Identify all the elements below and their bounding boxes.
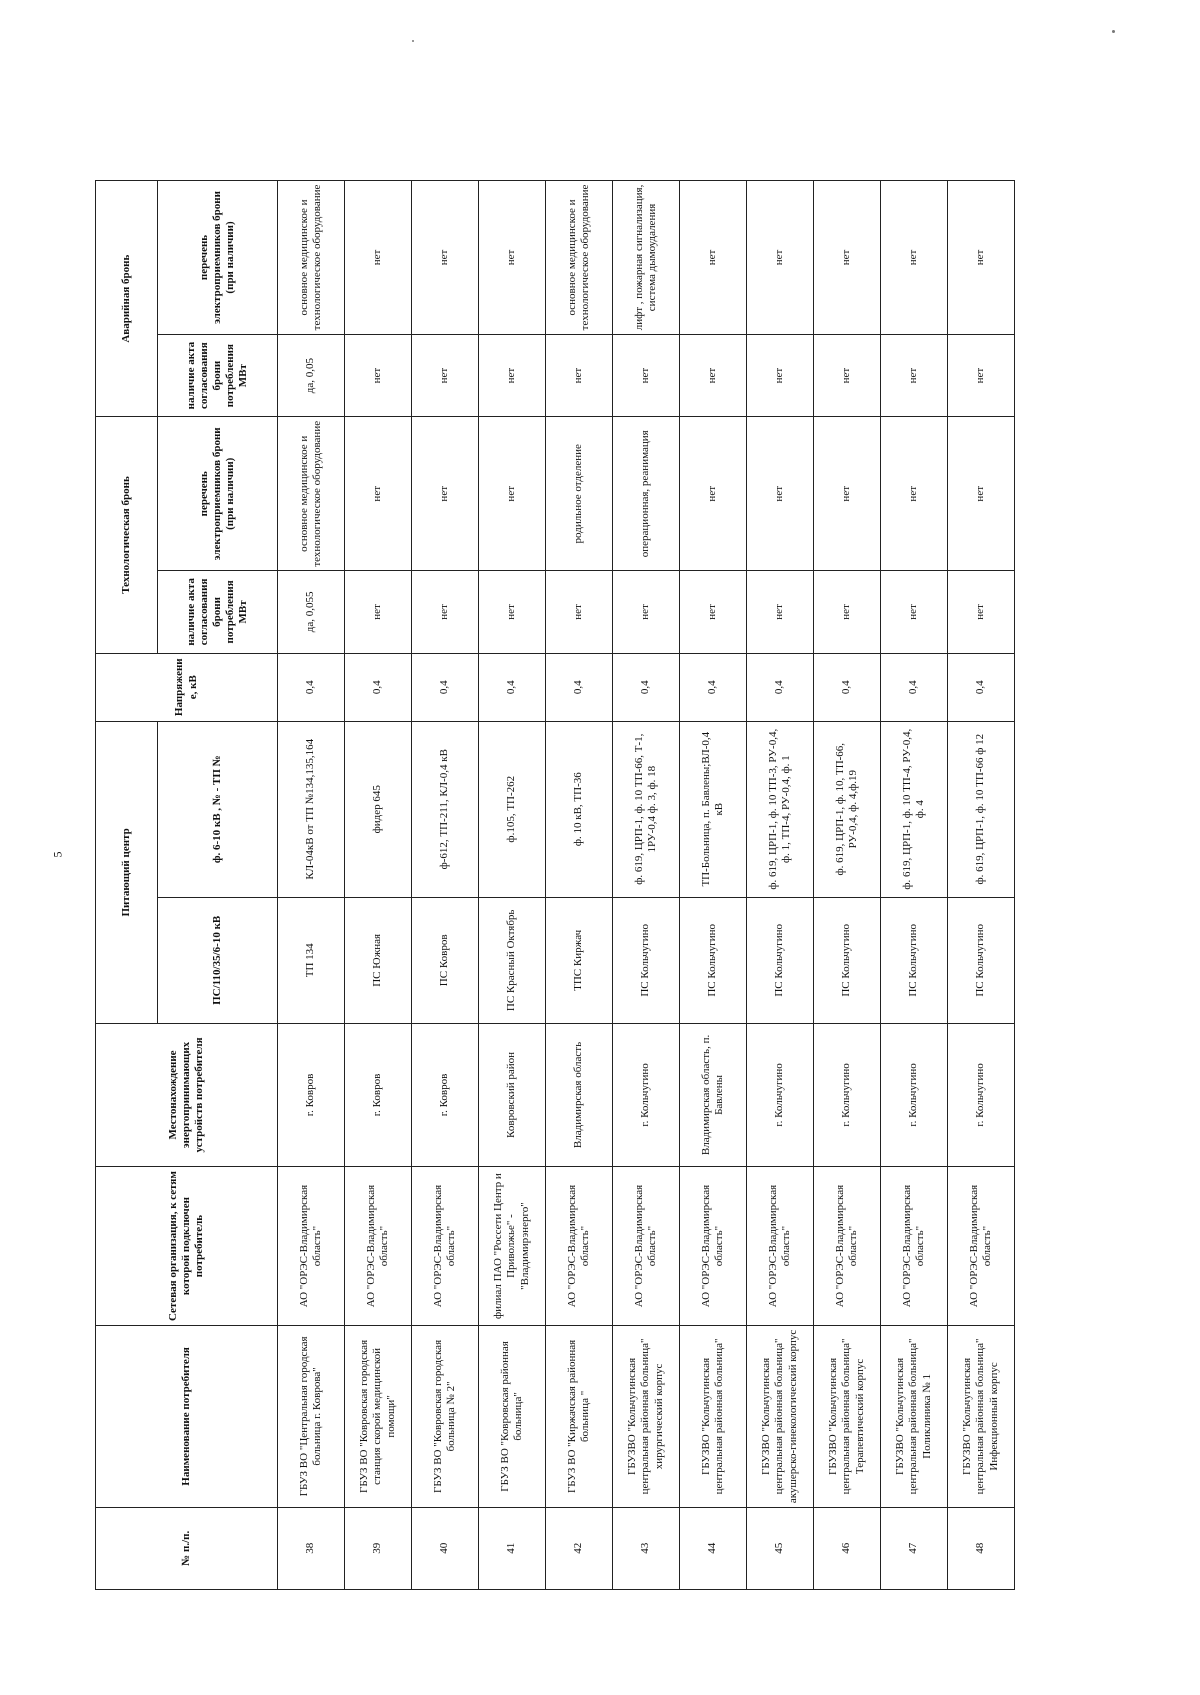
cell-network-org: АО "ОРЭС-Владимирская область" [278, 1166, 345, 1325]
cell-tech-list: нет [948, 417, 1015, 571]
cell-location: г. Кольчугино [613, 1024, 680, 1167]
cell-row-number: 41 [479, 1507, 546, 1589]
table-row [680, 181, 747, 1590]
cell-consumer-name: ГБУЗВО "Кольчугинская центральная районная больница" [680, 1326, 747, 1507]
header-row-1 [96, 181, 158, 1590]
cell-consumer-name: ГБУЗ ВО "Киржачская районная больница " [546, 1326, 613, 1507]
cell-consumer-name: ГБУЗ ВО "Ковровская городская станция скорой медицинской помощи" [345, 1326, 412, 1507]
cell-emergency-act: нет [546, 334, 613, 416]
cell-emergency-act: нет [881, 334, 948, 416]
cell-emergency-list: основное медицинское и технологическое оборудование [278, 181, 345, 335]
cell-tech-act: нет [613, 571, 680, 653]
cell-voltage: 0,4 [680, 653, 747, 721]
cell-emergency-list: нет [412, 181, 479, 335]
cell-emergency-act: нет [680, 334, 747, 416]
cell-consumer-name: ГБУЗВО "Кольчугинская центральная районная больница" акушерско-гинекологический корпус [747, 1326, 814, 1507]
cell-voltage: 0,4 [278, 653, 345, 721]
cell-network-org: АО "ОРЭС-Владимирская область" [345, 1166, 412, 1325]
cell-tech-list: нет [747, 417, 814, 571]
cell-voltage: 0,4 [613, 653, 680, 721]
cell-consumer-name: ГБУЗВО "Кольчугинская центральная районная больница" Инфекционный корпус [948, 1326, 1015, 1507]
cell-feeder: ф. 619, ЦРП-1, ф. 10 ТП-66 ф 12 [948, 721, 1015, 897]
cell-feeder: ф. 619, ЦРП-1, ф. 10 ТП-3, РУ-0,4, ф. 1, ТП-4, РУ-0,4, ф. 1 [747, 721, 814, 897]
header-feeder: ф. 6-10 кВ , № - ТП № [158, 721, 278, 897]
cell-emergency-list: лифт , пожарная сигнализация, система дымоудаления [613, 181, 680, 335]
cell-network-org: АО "ОРЭС-Владимирская область" [680, 1166, 747, 1325]
cell-consumer-name: ГБУЗВО "Кольчугинская центральная районная больница" Поликлиника № 1 [881, 1326, 948, 1507]
cell-consumer-name: ГБУЗВО "Кольчугинская центральная районная больница" Терапевтический корпус [814, 1326, 881, 1507]
header-tech-act: наличие акта согласования брони потребления МВт [158, 571, 278, 653]
cell-row-number: 44 [680, 1507, 747, 1589]
cell-location: г. Ковров [278, 1024, 345, 1167]
cell-substation: ПС Кольчугино [814, 897, 881, 1023]
cell-voltage: 0,4 [814, 653, 881, 721]
table-row [747, 181, 814, 1590]
table-body [278, 181, 1015, 1590]
cell-emergency-act: нет [412, 334, 479, 416]
cell-emergency-list: нет [814, 181, 881, 335]
header-tech-list: перечень электроприемников брони (при наличии) [158, 417, 278, 571]
cell-emergency-list: нет [881, 181, 948, 335]
cell-feeder: ф.105, ТП-262 [479, 721, 546, 897]
cell-substation: ПС Красный Октябрь [479, 897, 546, 1023]
cell-feeder: ф. 619, ЦРП-1, ф. 10 ТП-4, РУ-0,4, ф. 4 [881, 721, 948, 897]
cell-voltage: 0,4 [546, 653, 613, 721]
cell-row-number: 48 [948, 1507, 1015, 1589]
cell-substation: ПС Кольчугино [613, 897, 680, 1023]
table-row [814, 181, 881, 1590]
cell-location: г. Кольчугино [948, 1024, 1015, 1167]
header-emergency-list: перечень электроприемников брони (при наличии) [158, 181, 278, 335]
cell-voltage: 0,4 [345, 653, 412, 721]
cell-tech-act: нет [680, 571, 747, 653]
cell-tech-act: нет [881, 571, 948, 653]
header-emergency-reserve: Аварийная бронь [96, 181, 158, 417]
cell-feeder: ф. 10 кВ, ТП-36 [546, 721, 613, 897]
cell-tech-list: нет [881, 417, 948, 571]
cell-row-number: 42 [546, 1507, 613, 1589]
cell-voltage: 0,4 [747, 653, 814, 721]
cell-tech-act: нет [747, 571, 814, 653]
cell-location: г. Кольчугино [881, 1024, 948, 1167]
cell-network-org: АО "ОРЭС-Владимирская область" [613, 1166, 680, 1325]
cell-feeder: фидер 645 [345, 721, 412, 897]
cell-consumer-name: ГБУЗВО "Кольчугинская центральная районная больница" хирургический корпус [613, 1326, 680, 1507]
cell-feeder: ф. 619, ЦРП-1, ф. 10, ТП-66, РУ-0,4, ф. 4,ф.19 [814, 721, 881, 897]
cell-row-number: 39 [345, 1507, 412, 1589]
cell-consumer-name: ГБУЗ ВО "Центральная городская больница г. Коврова" [278, 1326, 345, 1507]
cell-substation: ПС Кольчугино [881, 897, 948, 1023]
header-tech-reserve: Технологическая бронь [96, 417, 158, 653]
reserve-table [95, 180, 1015, 1590]
cell-consumer-name: ГБУЗ ВО "Ковровская районная больница" [479, 1326, 546, 1507]
cell-tech-act: нет [479, 571, 546, 653]
cell-emergency-act: да, 0,05 [278, 334, 345, 416]
cell-tech-list: операционная, реанимация [613, 417, 680, 571]
cell-network-org: АО "ОРЭС-Владимирская область" [948, 1166, 1015, 1325]
header-location: Местонахождение энергопринимающих устройств потребителя [96, 1024, 278, 1167]
cell-emergency-list: основное медицинское и технологическое оборудование [546, 181, 613, 335]
cell-voltage: 0,4 [948, 653, 1015, 721]
cell-row-number: 40 [412, 1507, 479, 1589]
cell-consumer-name: ГБУЗ ВО "Ковровская городская больница № 2" [412, 1326, 479, 1507]
cell-tech-list: основное медицинское и технологическое оборудование [278, 417, 345, 571]
cell-row-number: 43 [613, 1507, 680, 1589]
header-emergency-act: наличие акта согласования брони потребления МВт [158, 334, 278, 416]
cell-network-org: АО "ОРЭС-Владимирская область" [814, 1166, 881, 1325]
cell-tech-list: нет [680, 417, 747, 571]
cell-location: Ковровский район [479, 1024, 546, 1167]
cell-row-number: 38 [278, 1507, 345, 1589]
cell-network-org: АО "ОРЭС-Владимирская область" [747, 1166, 814, 1325]
cell-emergency-act: нет [814, 334, 881, 416]
cell-feeder: ф-612, ТП-211, КЛ-0,4 кВ [412, 721, 479, 897]
cell-emergency-act: нет [479, 334, 546, 416]
cell-emergency-list: нет [345, 181, 412, 335]
header-num: № п./п. [96, 1507, 278, 1589]
cell-tech-list: нет [412, 417, 479, 571]
cell-feeder: ф. 619, ЦРП-1, ф. 10 ТП-66, Т-1, 1РУ-0,4 ф. 3, ф. 18 [613, 721, 680, 897]
cell-tech-act: нет [814, 571, 881, 653]
header-substation: ПС/110/35/6-10 кВ [158, 897, 278, 1023]
cell-voltage: 0,4 [412, 653, 479, 721]
cell-emergency-list: нет [747, 181, 814, 335]
table-row [546, 181, 613, 1590]
cell-row-number: 47 [881, 1507, 948, 1589]
cell-row-number: 46 [814, 1507, 881, 1589]
header-power-center: Питающий центр [96, 721, 158, 1023]
cell-tech-list: нет [479, 417, 546, 571]
header-voltage: Напряжение, кВ [96, 653, 278, 721]
cell-substation: ПС Южная [345, 897, 412, 1023]
cell-substation: ТП 134 [278, 897, 345, 1023]
cell-emergency-act: нет [345, 334, 412, 416]
cell-feeder: КЛ-04кВ от ТП №134,135,164 [278, 721, 345, 897]
scan-speck [412, 40, 414, 42]
rotated-table-container [95, 180, 1015, 1590]
cell-tech-act: да, 0,055 [278, 571, 345, 653]
table-row [345, 181, 412, 1590]
cell-emergency-list: нет [479, 181, 546, 335]
cell-voltage: 0,4 [479, 653, 546, 721]
cell-location: г. Кольчугино [814, 1024, 881, 1167]
cell-feeder: ТП-Больница, п. Бавлены;ВЛ-0,4 кВ [680, 721, 747, 897]
cell-tech-list: родильное отделение [546, 417, 613, 571]
table-row [881, 181, 948, 1590]
cell-substation: ПС Кольчугино [948, 897, 1015, 1023]
cell-emergency-act: нет [747, 334, 814, 416]
cell-tech-list: нет [814, 417, 881, 571]
cell-network-org: АО "ОРЭС-Владимирская область" [881, 1166, 948, 1325]
cell-substation: ТПС Киржач [546, 897, 613, 1023]
cell-location: Владимирская область [546, 1024, 613, 1167]
cell-tech-act: нет [948, 571, 1015, 653]
table-row [278, 181, 345, 1590]
cell-network-org: АО "ОРЭС-Владимирская область" [412, 1166, 479, 1325]
cell-row-number: 45 [747, 1507, 814, 1589]
table-row [479, 181, 546, 1590]
cell-tech-list: нет [345, 417, 412, 571]
cell-emergency-act: нет [613, 334, 680, 416]
cell-tech-act: нет [412, 571, 479, 653]
cell-emergency-list: нет [948, 181, 1015, 335]
cell-location: г. Ковров [345, 1024, 412, 1167]
scan-speck [1112, 30, 1115, 33]
cell-tech-act: нет [345, 571, 412, 653]
table-row [412, 181, 479, 1590]
header-network-org: Сетевая организация, к сетям которой подключен потребитель [96, 1166, 278, 1325]
cell-network-org: АО "ОРЭС-Владимирская область" [546, 1166, 613, 1325]
cell-substation: ПС Кольчугино [747, 897, 814, 1023]
cell-emergency-list: нет [680, 181, 747, 335]
table-row [613, 181, 680, 1590]
cell-location: г. Ковров [412, 1024, 479, 1167]
cell-network-org: филиал ПАО "Россети Центр и Приволжье" - "Владимирэнерго" [479, 1166, 546, 1325]
cell-substation: ПС Кольчугино [680, 897, 747, 1023]
cell-emergency-act: нет [948, 334, 1015, 416]
cell-tech-act: нет [546, 571, 613, 653]
cell-voltage: 0,4 [881, 653, 948, 721]
cell-location: г. Кольчугино [747, 1024, 814, 1167]
page-number: 5 [50, 851, 65, 858]
header-consumer-name: Наименование потребителя [96, 1326, 278, 1507]
cell-substation: ПС Ковров [412, 897, 479, 1023]
table-row [948, 181, 1015, 1590]
cell-location: Владимирская область, п. Бавлены [680, 1024, 747, 1167]
